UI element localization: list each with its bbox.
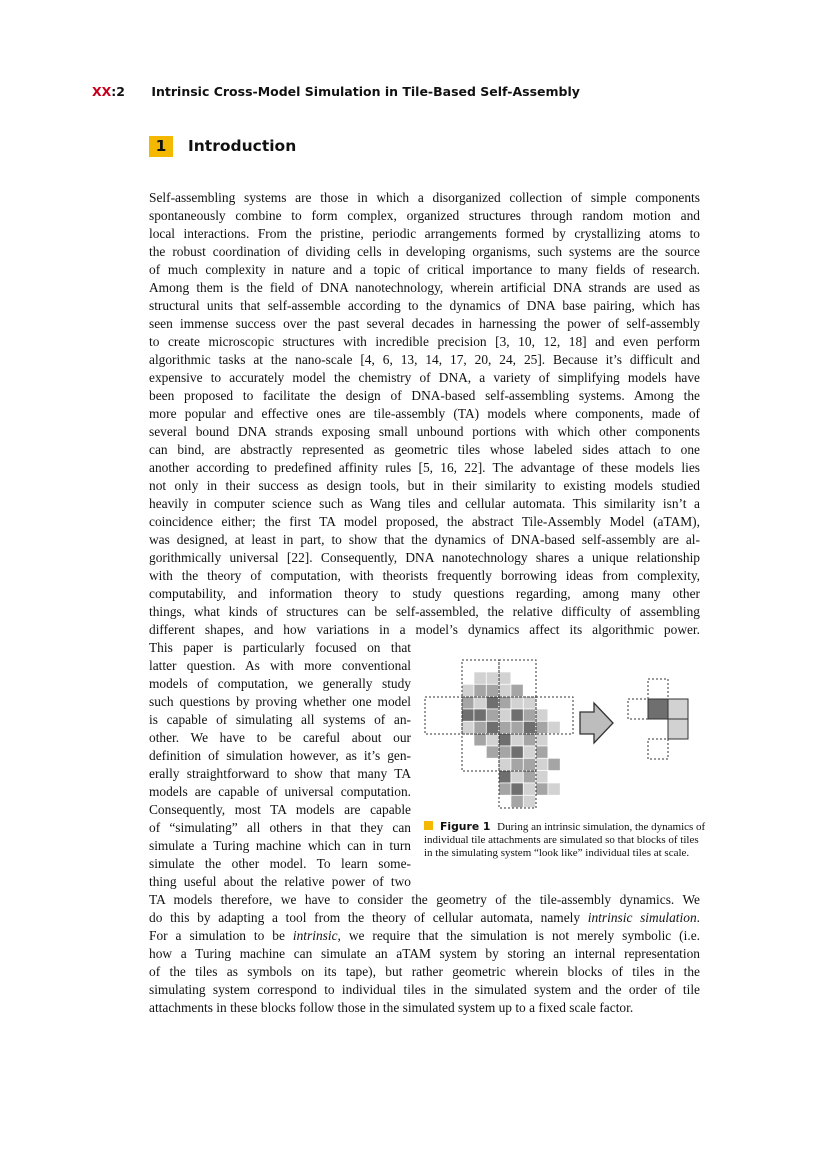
tile-cell bbox=[511, 796, 523, 808]
text-line: simulating system correspond to individual tiles in the simulated system and the order of tile bbox=[149, 982, 700, 997]
text-span: For a simulation to be bbox=[149, 928, 293, 943]
text-line: erally straightforward to show that many TA bbox=[149, 766, 411, 781]
tile-cell bbox=[536, 722, 548, 734]
text-span: do this by adapting a tool from the theory of cellular automata, namely bbox=[149, 910, 588, 925]
tile-cell bbox=[499, 709, 511, 721]
tile-outline bbox=[648, 679, 668, 699]
tile-cell bbox=[462, 697, 474, 709]
tile-cell bbox=[536, 759, 548, 771]
tile-cell bbox=[524, 783, 536, 795]
tile-cell bbox=[474, 722, 486, 734]
tile-cell bbox=[474, 734, 486, 746]
tile-cell bbox=[499, 771, 511, 783]
text-line: was designed, at least in part, to show that the dynamics of DNA-based self-assembly are al- bbox=[149, 532, 700, 547]
tile-cell bbox=[511, 722, 523, 734]
section-title: Introduction bbox=[188, 137, 297, 155]
tile-cell bbox=[487, 722, 499, 734]
tile-cell bbox=[487, 709, 499, 721]
simulating-assembly-tiles bbox=[462, 672, 560, 807]
text-line: more popular and effective ones are tile-assembly (TA) models where components, made of bbox=[149, 406, 700, 421]
text-line: other. We have to be careful about our bbox=[149, 730, 411, 745]
text-line: is capable of simulating all systems of an- bbox=[149, 712, 411, 727]
figure-1-caption bbox=[424, 820, 706, 860]
text-line: gorithmically universal [22]. Consequently, DNA nanotechnology shares a unique relationship bbox=[149, 550, 700, 565]
text-line: such questions by proving whether one model bbox=[149, 694, 411, 709]
text-line: of “simulating” all others in that they can bbox=[149, 820, 411, 835]
text-line bbox=[149, 927, 700, 945]
section-number: 1 bbox=[149, 136, 173, 157]
tile-cell bbox=[536, 771, 548, 783]
text-line: models of computation, we generally study bbox=[149, 676, 411, 691]
tile-cell bbox=[487, 685, 499, 697]
text-line: things, what kinds of structures can be self-assembled, the relative difficulty of assembling bbox=[149, 604, 700, 619]
tile-cell bbox=[499, 783, 511, 795]
tile-cell bbox=[536, 783, 548, 795]
tile-cell bbox=[511, 771, 523, 783]
tile-cell bbox=[511, 709, 523, 721]
tile-cell bbox=[511, 783, 523, 795]
tile-cell bbox=[548, 783, 560, 795]
text-line: to create microscopic structures with incredible precision [3, 10, 12, 18] and even perform bbox=[149, 334, 700, 349]
tile-cell bbox=[511, 734, 523, 746]
tile-cell bbox=[462, 685, 474, 697]
text-line: Self-assembling systems are those in which a disorganized collection of simple components bbox=[149, 190, 700, 205]
tile-cell bbox=[511, 697, 523, 709]
tile-cell bbox=[499, 734, 511, 746]
caption-marker-icon bbox=[424, 821, 433, 830]
text-line: different shapes, and how variations in a model’s dynamics affect its algorithmic power. bbox=[149, 622, 700, 637]
tile-cell bbox=[487, 746, 499, 758]
text-line: This paper is particularly focused on that bbox=[149, 640, 411, 655]
text-line: latter question. As with more conventional bbox=[149, 658, 411, 673]
tile-cell bbox=[511, 759, 523, 771]
text-line: expensive to accurately model the chemistry of DNA, a variety of simplifying models have bbox=[149, 370, 700, 385]
tile-cell bbox=[487, 734, 499, 746]
running-header bbox=[92, 84, 580, 99]
tile-cell bbox=[499, 722, 511, 734]
tile-cell bbox=[548, 722, 560, 734]
text-line: several bound DNA strands exposing small unbound portions with which other components bbox=[149, 424, 700, 439]
tile-cell bbox=[499, 685, 511, 697]
tile-cell bbox=[648, 699, 668, 719]
text-line: of much complexity in nature and a topic of critical importance to many fields of research. bbox=[149, 262, 700, 277]
figure-1-diagram bbox=[422, 657, 706, 817]
caption-text: During an intrinsic simulation, the dynamics of individual tile attachments are simulated so that blocks of tiles in the simulating system “look like” individual tiles at scale. bbox=[424, 821, 706, 859]
block-outline bbox=[425, 697, 462, 734]
tile-cell bbox=[462, 722, 474, 734]
text-line bbox=[149, 909, 700, 927]
text-line: algorithmic tasks at the nano-scale [4, 6, 13, 14, 17, 20, 24, 25]. Because it’s difficult and bbox=[149, 352, 700, 367]
tile-cell bbox=[487, 697, 499, 709]
text-line: spontaneously combine to form complex, organized structures through random motion and bbox=[149, 208, 700, 223]
tile-cell bbox=[524, 734, 536, 746]
arrow-right-icon bbox=[580, 703, 613, 743]
tile-cell bbox=[474, 709, 486, 721]
tile-cell bbox=[536, 746, 548, 758]
emphasis-text: intrinsic simulation bbox=[587, 910, 697, 925]
text-line: another according to predefined affinity rules [5, 16, 22]. The advantage of these models lies bbox=[149, 460, 700, 475]
text-line: the robust coordination of dividing cells in developing organisms, such systems are the source bbox=[149, 244, 700, 259]
text-line: simulate the other model. To learn some- bbox=[149, 856, 411, 871]
tile-outline bbox=[628, 699, 648, 719]
text-line: structural units that self-assemble according to the dynamics of DNA base pairing, which has bbox=[149, 298, 700, 313]
text-span: . bbox=[696, 910, 700, 925]
tile-cell bbox=[511, 685, 523, 697]
tile-cell bbox=[548, 759, 560, 771]
text-line: coincidence either; the first TA model proposed, the abstract Tile-Assembly Model (aTAM), bbox=[149, 514, 700, 529]
tile-cell bbox=[536, 709, 548, 721]
tile-cell bbox=[499, 697, 511, 709]
figure-label: Figure 1 bbox=[440, 820, 491, 833]
tile-cell bbox=[536, 734, 548, 746]
tile-cell bbox=[511, 746, 523, 758]
text-line: models are capable of universal computation. bbox=[149, 784, 411, 799]
running-title: Intrinsic Cross-Model Simulation in Tile-Based Self-Assembly bbox=[151, 84, 580, 99]
text-line: Consequently, most TA models are capable bbox=[149, 802, 411, 817]
tile-cell bbox=[668, 699, 688, 719]
tile-cell bbox=[524, 709, 536, 721]
text-line: heavily in computer science such as Wang tiles and cellular automata. This similarity isn’t a bbox=[149, 496, 700, 511]
text-line: how a Turing machine can simulate an aTAM system by storing an internal representation bbox=[149, 946, 700, 961]
text-line: of the tiles as symbols on its tape), but rather geometric wherein blocks of tiles in the bbox=[149, 964, 700, 979]
text-span: , we require that the simulation is not merely symbolic (i.e. bbox=[337, 928, 700, 943]
text-line: been proposed to facilitate the design of DNA-based self-assembling systems. Among the bbox=[149, 388, 700, 403]
text-line: TA models therefore, we have to consider the geometry of the tile-assembly dynamics. We bbox=[149, 892, 700, 907]
tile-cell bbox=[668, 719, 688, 739]
text-line: thing useful about the relative power of two bbox=[149, 874, 411, 889]
tile-cell bbox=[499, 759, 511, 771]
text-line: Among them is the field of DNA nanotechnology, wherein artificial DNA strands are used as bbox=[149, 280, 700, 295]
tile-cell bbox=[524, 796, 536, 808]
tile-cell bbox=[499, 672, 511, 684]
text-line: attachments in these blocks follow those in the simulated system up to a fixed scale factor. bbox=[149, 1000, 634, 1015]
tile-cell bbox=[474, 697, 486, 709]
section-heading bbox=[149, 136, 296, 157]
text-line: local interactions. From the pristine, periodic arrangements formed by crystallizing atoms to bbox=[149, 226, 700, 241]
simulated-assembly-tiles bbox=[648, 699, 688, 739]
tile-cell bbox=[524, 759, 536, 771]
tile-cell bbox=[499, 746, 511, 758]
tile-cell bbox=[524, 746, 536, 758]
text-line: computability, and information theory to study questions regarding, among many other bbox=[149, 586, 700, 601]
tile-cell bbox=[524, 722, 536, 734]
tile-cell bbox=[524, 697, 536, 709]
text-line: can bind, are abstractly represented as geometric tiles whose labeled sides attach to one bbox=[149, 442, 700, 457]
tile-cell bbox=[474, 672, 486, 684]
page-number-prefix: XX bbox=[92, 84, 112, 99]
emphasis-text: intrinsic bbox=[292, 928, 338, 943]
tile-cell bbox=[487, 672, 499, 684]
tile-cell bbox=[462, 709, 474, 721]
text-line: simulate a Turing machine which can in turn bbox=[149, 838, 411, 853]
tile-outline bbox=[648, 739, 668, 759]
tile-cell bbox=[524, 771, 536, 783]
text-line: definition of simulation however, as it’s gen- bbox=[149, 748, 411, 763]
text-line: seen immense success over the past several decades in harnessing the power of self-assembly bbox=[149, 316, 700, 331]
page-number: :2 bbox=[111, 84, 125, 99]
text-line: with the theory of computation, with theorists frequently borrowing ideas from complexity, bbox=[149, 568, 700, 583]
tile-cell bbox=[474, 685, 486, 697]
text-line: not only in their success as design tools, but in their similarity to existing models studied bbox=[149, 478, 700, 493]
